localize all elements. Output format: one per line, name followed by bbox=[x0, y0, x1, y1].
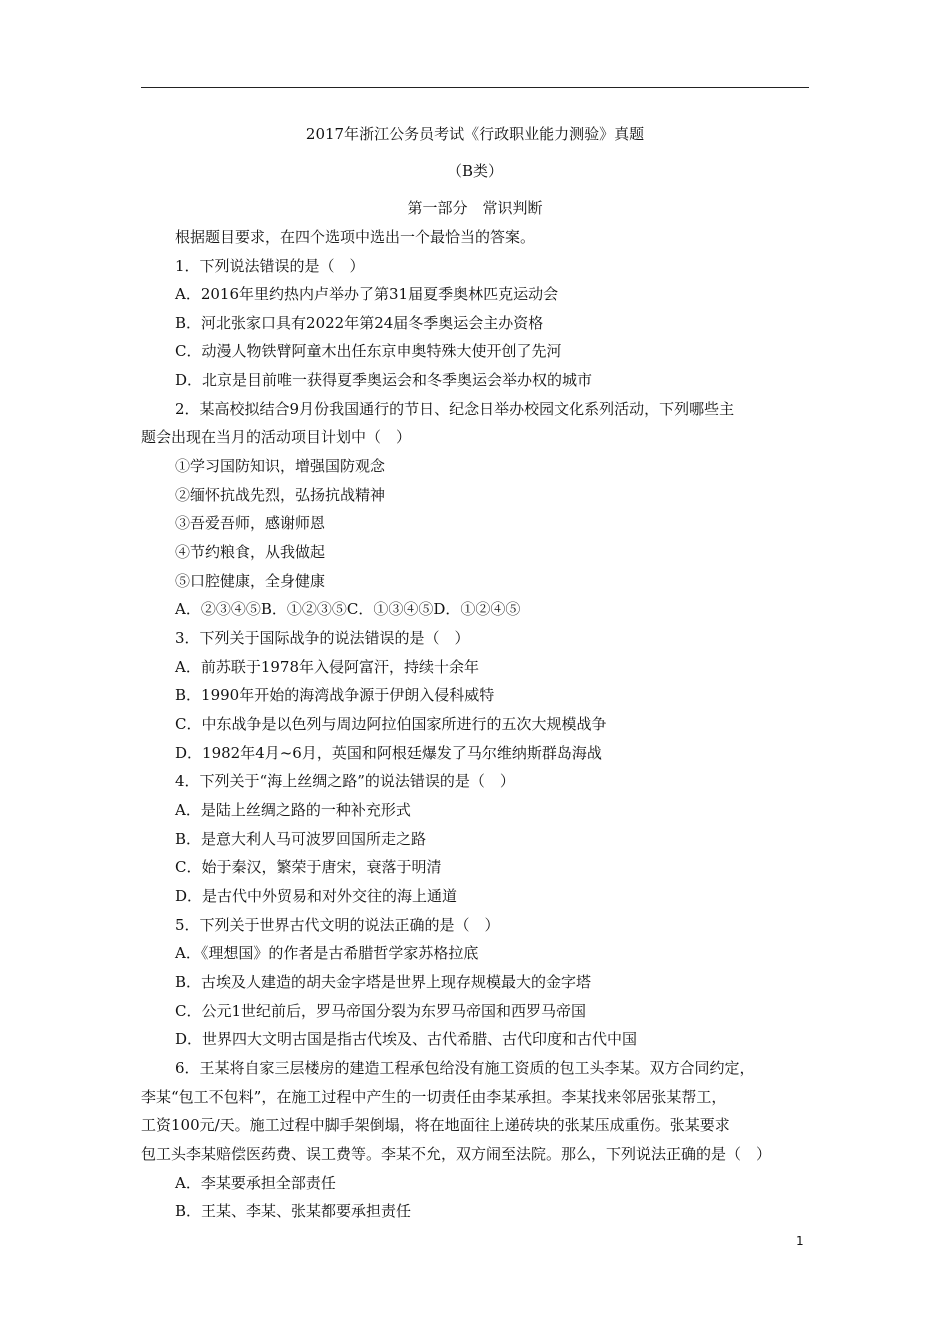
question-3-option-c: C．中东战争是以色列与周边阿拉伯国家所进行的五次大规模战争 bbox=[175, 715, 607, 733]
question-3-option-a: A．前苏联于1978年入侵阿富汗，持续十余年 bbox=[175, 658, 480, 676]
question-5-option-d: D．世界四大文明古国是指古代埃及、古代希腊、古代印度和古代中国 bbox=[175, 1030, 638, 1048]
instruction-text: 根据题目要求，在四个选项中选出一个最恰当的答案。 bbox=[175, 228, 536, 246]
question-2-item-5: ⑤口腔健康，全身健康 bbox=[175, 572, 326, 590]
question-2-stem-line-1: 2．某高校拟结合9月份我国通行的节日、纪念日举办校园文化系列活动，下列哪些主 bbox=[175, 400, 735, 418]
question-4-stem: 4．下列关于“海上丝绸之路”的说法错误的是（ ） bbox=[175, 772, 515, 790]
question-2-item-2: ②缅怀抗战先烈，弘扬抗战精神 bbox=[175, 486, 386, 504]
question-3-option-d: D．1982年4月~6月，英国和阿根廷爆发了马尔维纳斯群岛海战 bbox=[175, 744, 602, 762]
question-6-stem-line-2: 李某“包工不包料”，在施工过程中产生的一切责任由李某承担。李某找来邻居张某帮工， bbox=[141, 1088, 727, 1106]
question-2-item-1: ①学习国防知识，增强国防观念 bbox=[175, 457, 386, 475]
question-6-stem-line-4: 包工头李某赔偿医药费、误工费等。李某不允，双方闹至法院。那么，下列说法正确的是（ ） bbox=[141, 1145, 772, 1163]
question-5-option-a: A．《理想国》的作者是古希腊哲学家苏格拉底 bbox=[175, 944, 479, 962]
question-3-option-b: B．1990年开始的海湾战争源于伊朗入侵科威特 bbox=[175, 686, 495, 704]
question-6-stem-line-1: 6．王某将自家三层楼房的建造工程承包给没有施工资质的包工头李某。双方合同约定， bbox=[175, 1059, 755, 1077]
question-4-option-c: C．始于秦汉，繁荣于唐宋，衰落于明清 bbox=[175, 858, 442, 876]
question-4-option-b: B．是意大利人马可波罗回国所走之路 bbox=[175, 830, 427, 848]
question-5-option-b: B．古埃及人建造的胡夫金字塔是世界上现存规模最大的金字塔 bbox=[175, 973, 592, 991]
document-title: 2017年浙江公务员考试《行政职业能力测验》真题 bbox=[305, 125, 645, 143]
question-4-option-a: A．是陆上丝绸之路的一种补充形式 bbox=[175, 801, 411, 819]
question-2-options: A．②③④⑤B．①②③⑤C．①③④⑤D．①②④⑤ bbox=[175, 600, 521, 618]
question-6-stem-line-3: 工资100元/天。施工过程中脚手架倒塌，将在地面往上递砖块的张某压成重伤。张某要求 bbox=[141, 1116, 730, 1134]
page-number: 1 bbox=[796, 1234, 804, 1248]
question-5-option-c: C．公元1世纪前后，罗马帝国分裂为东罗马帝国和西罗马帝国 bbox=[175, 1002, 587, 1020]
question-2-stem-line-2: 题会出现在当月的活动项目计划中（ ） bbox=[141, 428, 412, 446]
question-5-stem: 5．下列关于世界古代文明的说法正确的是（ ） bbox=[175, 916, 500, 934]
question-3-stem: 3．下列关于国际战争的说法错误的是（ ） bbox=[175, 629, 470, 647]
question-1-option-d: D．北京是目前唯一获得夏季奥运会和冬季奥运会举办权的城市 bbox=[175, 371, 593, 389]
question-6-option-a: A．李某要承担全部责任 bbox=[175, 1174, 336, 1192]
question-1-option-a: A．2016年里约热内卢举办了第31届夏季奥林匹克运动会 bbox=[175, 285, 559, 303]
section-heading: 第一部分 常识判断 bbox=[407, 199, 543, 217]
question-2-item-4: ④节约粮食，从我做起 bbox=[175, 543, 326, 561]
document-subtitle: （B类） bbox=[446, 162, 504, 180]
question-2-item-3: ③吾爱吾师，感谢师恩 bbox=[175, 514, 326, 532]
question-6-option-b: B．王某、李某、张某都要承担责任 bbox=[175, 1202, 412, 1220]
question-4-option-d: D．是古代中外贸易和对外交往的海上通道 bbox=[175, 887, 458, 905]
question-1-stem: 1．下列说法错误的是（ ） bbox=[175, 257, 365, 275]
header-rule bbox=[141, 87, 809, 88]
question-1-option-b: B．河北张家口具有2022年第24届冬季奥运会主办资格 bbox=[175, 314, 544, 332]
question-1-option-c: C．动漫人物铁臂阿童木出任东京申奥特殊大使开创了先河 bbox=[175, 342, 562, 360]
